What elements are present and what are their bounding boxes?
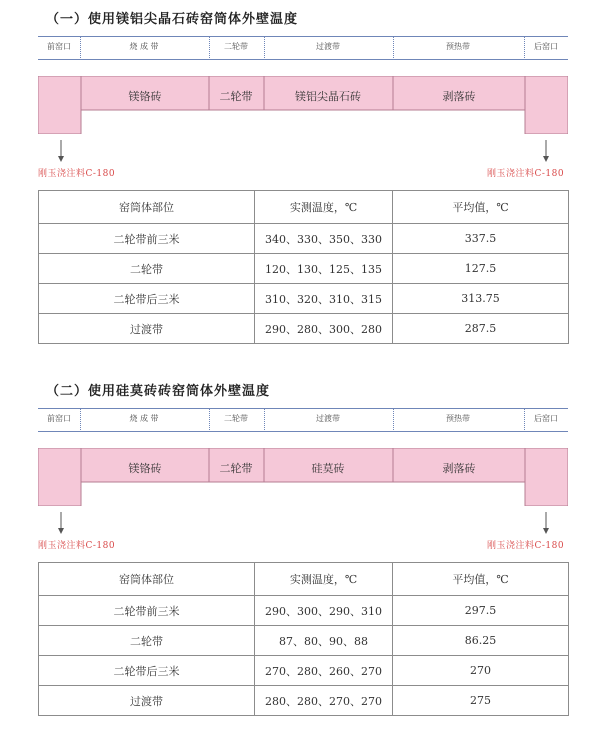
kiln-label-spalling: 剥落砖 (442, 462, 476, 475)
cell-position: 二轮带前三米 (39, 596, 255, 626)
arrow-down-icon (541, 140, 551, 164)
table-row (39, 254, 569, 284)
kiln-label-tyre: 二轮带 (219, 462, 253, 475)
table-row (39, 314, 569, 344)
cell-average: 297.5 (393, 596, 569, 626)
cell-average: 275 (393, 686, 569, 716)
table-row (39, 284, 569, 314)
cell-average: 86.25 (393, 626, 569, 656)
cell-measured: 280、280、270、270 (255, 686, 393, 716)
table-header-row (39, 563, 569, 596)
cell-average: 337.5 (393, 224, 569, 254)
castable-label-right: 刚玉浇注料C-180 (487, 169, 565, 179)
header-average: 平均值，℃ (393, 563, 569, 596)
kiln-label-tyre: 二轮带 (219, 90, 253, 103)
cell-average: 287.5 (393, 314, 569, 344)
zone-ruler (38, 36, 568, 60)
arrow-down-icon (56, 512, 66, 536)
cell-measured: 87、80、90、88 (255, 626, 393, 656)
kiln-shell (38, 448, 568, 506)
cell-position: 过渡带 (39, 686, 255, 716)
zone-label-tyre: 二轮带 (224, 42, 248, 51)
cell-position: 二轮带后三米 (39, 656, 255, 686)
arrow-down-icon (56, 140, 66, 164)
header-position: 窑筒体部位 (39, 191, 255, 224)
zone-label-tyre: 二轮带 (224, 414, 248, 423)
section-spinel (0, 0, 600, 360)
cell-measured: 340、330、350、330 (255, 224, 393, 254)
section-title: （一）使用镁铝尖晶石砖窑筒体外壁温度 (46, 12, 299, 27)
table-row (39, 224, 569, 254)
kiln-label-spalling: 剥落砖 (442, 90, 476, 103)
header-measured: 实测温度，℃ (255, 191, 393, 224)
temperature-table (38, 562, 569, 716)
zone-label-transition: 过渡带 (316, 414, 340, 423)
kiln-diagram (38, 76, 568, 134)
table-row (39, 596, 569, 626)
section-silica-mullite (0, 372, 600, 732)
cell-position: 二轮带前三米 (39, 224, 255, 254)
temperature-table (38, 190, 569, 344)
cell-measured: 270、280、260、270 (255, 656, 393, 686)
zone-label-burning: 烧 成 带 (129, 414, 159, 423)
kiln-label-magchrome: 镁铬砖 (128, 90, 162, 103)
cell-measured: 120、130、125、135 (255, 254, 393, 284)
cell-position: 二轮带后三米 (39, 284, 255, 314)
cell-position: 过渡带 (39, 314, 255, 344)
castable-label-left: 刚玉浇注料C-180 (38, 169, 116, 179)
cell-measured: 290、280、300、280 (255, 314, 393, 344)
zone-label-rear-mouth: 后窑口 (534, 42, 558, 51)
zone-label-front-mouth: 前窑口 (47, 42, 71, 51)
cell-average: 127.5 (393, 254, 569, 284)
cell-position: 二轮带 (39, 254, 255, 284)
section-title: （二）使用硅莫砖砖窑筒体外壁温度 (46, 384, 271, 399)
kiln-label-spinel: 镁铝尖晶石砖 (295, 90, 361, 103)
header-average: 平均值，℃ (393, 191, 569, 224)
zone-label-preheat: 预热带 (446, 42, 470, 51)
cell-average: 270 (393, 656, 569, 686)
castable-label-left: 刚玉浇注料C-180 (38, 541, 116, 551)
zone-label-burning: 烧 成 带 (129, 42, 159, 51)
cell-measured: 310、320、310、315 (255, 284, 393, 314)
zone-label-rear-mouth: 后窑口 (534, 414, 558, 423)
arrow-down-icon (541, 512, 551, 536)
kiln-label-magchrome: 镁铬砖 (128, 462, 162, 475)
cell-average: 313.75 (393, 284, 569, 314)
table-row (39, 626, 569, 656)
table-header-row (39, 191, 569, 224)
zone-label-preheat: 预热带 (446, 414, 470, 423)
table-row (39, 656, 569, 686)
cell-measured: 290、300、290、310 (255, 596, 393, 626)
cell-position: 二轮带 (39, 626, 255, 656)
table-row (39, 686, 569, 716)
header-measured: 实测温度，℃ (255, 563, 393, 596)
zone-label-transition: 过渡带 (316, 42, 340, 51)
zone-ruler (38, 408, 568, 432)
castable-label-right: 刚玉浇注料C-180 (487, 541, 565, 551)
kiln-shell (38, 76, 568, 134)
kiln-label-silica-mullite: 硅莫砖 (311, 462, 345, 475)
kiln-diagram (38, 448, 568, 506)
header-position: 窑筒体部位 (39, 563, 255, 596)
zone-label-front-mouth: 前窑口 (47, 414, 71, 423)
